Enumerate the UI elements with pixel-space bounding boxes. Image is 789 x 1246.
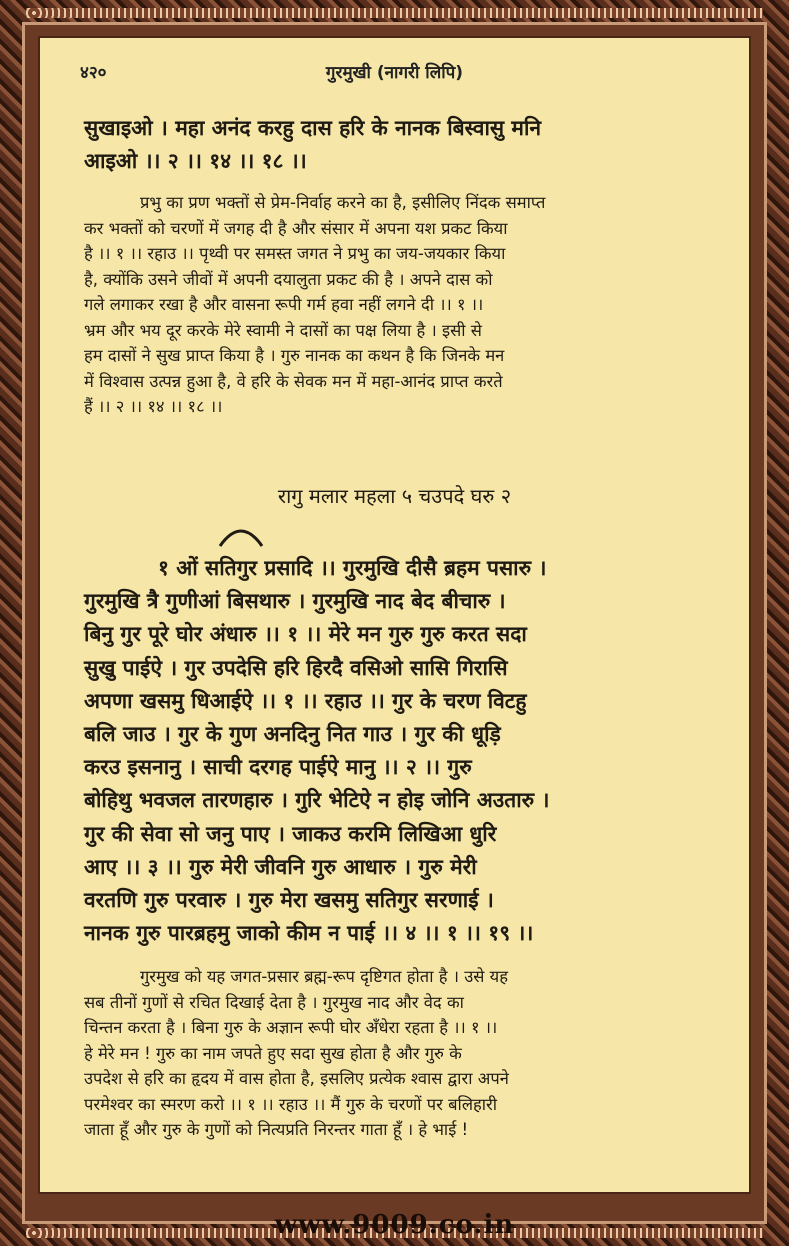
- translation-line: गले लगाकर रखा है और वासना रूपी गर्म हवा नहीं लगने दी ।। १ ।।: [84, 295, 484, 314]
- page-number: ४२०: [80, 63, 107, 83]
- translation-line: है, क्योंकि उसने जीवों में अपनी दयालुता प्रकट की है । अपने दास को: [84, 269, 493, 289]
- translation-line: हे मेरे मन ! गुरु का नाम जपते हुए सदा सुख होता है और गुरु के: [84, 1043, 462, 1063]
- verse-line: बलि जाउ । गुर के गुण अनदिनु नित गाउ । गुर की धूड़ि: [84, 722, 501, 747]
- translation-line: चिन्तन करता है । बिना गुरु के अज्ञान रूपी घोर अँधेरा रहता है ।। १ ।।: [84, 1018, 498, 1037]
- verse-line: गुर की सेवा सो जनु पाए । जाकउ करमि लिखिआ धुरि: [84, 821, 497, 846]
- verse-line: गुरमुखि त्रै गुणीआं बिसथारु । गुरमुखि नाद बेद बीचारु ।: [84, 589, 506, 614]
- translation-paragraph-1: [84, 190, 724, 420]
- verse-line: सुखाइओ । महा अनंद करहु दास हरि के नानक बिस्वासु मनि: [84, 116, 542, 140]
- translation-line: परमेश्वर का स्मरण करो ।। १ ।। रहाउ ।। मैं गुरु के चरणों पर बलिहारी: [84, 1094, 498, 1114]
- section-heading: रागु मलार महला ५ चउपदे घरु २: [277, 484, 512, 508]
- running-title: गुरमुखी (नागरी लिपि): [325, 63, 464, 83]
- translation-line: उपदेश से हरि का हृदय में वास होता है, इसलिए प्रत्येक श्वास द्वारा अपने: [84, 1069, 509, 1088]
- page-header: [40, 60, 749, 86]
- scripture-page: [38, 36, 751, 1194]
- website-watermark: www.9009.co.in: [274, 1210, 515, 1240]
- translation-line: है ।। १ ।। रहाउ ।। पृथ्वी पर समस्त जगत ने प्रभु का जय-जयकार किया: [84, 244, 506, 263]
- gurmukhi-verse-top: [84, 112, 724, 178]
- translation-line: भ्रम और भय दूर करके मेरे स्वामी ने दासों का पक्ष लिया है । इसी से: [84, 320, 482, 340]
- verse-line: सुखु पाईऐ । गुर उपदेसि हरि हिरदै वसिओ सासि गिरासि: [84, 655, 508, 680]
- verse-line: करउ इसनानु । साची दरगह पाईऐ मानु ।। २ ।। गुरु: [84, 755, 472, 780]
- translation-line: हम दासों ने सुख प्राप्त किया है । गुरु नानक का कथन है कि जिनके मन: [84, 346, 505, 365]
- translation-line: सब तीनों गुणों से रचित दिखाई देता है । गुरमुख नाद और वेद का: [84, 992, 464, 1012]
- translation-line: में विश्वास उत्पन्न हुआ है, वे हरि के सेवक मन में महा-आनंद प्राप्त करते: [84, 371, 503, 391]
- translation-line: हैं ।। २ ।। १४ ।। १८ ।।: [84, 397, 223, 416]
- gurmukhi-verse-main: [84, 552, 724, 950]
- translation-line: जाता हूँ और गुरु के गुणों को नित्यप्रति निरन्तर गाता हूँ । हे भाई !: [84, 1120, 469, 1139]
- top-ornament: [26, 8, 763, 18]
- verse-line: अपणा खसमु धिआईऐ ।। १ ।। रहाउ ।। गुर के चरण विटहु: [84, 688, 527, 713]
- translation-line: गुरमुख को यह जगत-प्रसार ब्रह्म-रूप दृष्टिगत होता है । उसे यह: [140, 967, 508, 986]
- translation-line: कर भक्तों को चरणों में जगह दी है और संसार में अपना यश प्रकट किया: [84, 218, 508, 238]
- verse-line: नानक गुरु पारब्रहमु जाको कीम न पाई ।। ४ ।। १ ।। १९ ।।: [84, 921, 534, 946]
- verse-line: बोहिथु भवजल तारणहारु । गुरि भेटिऐ न होइ जोनि अउतारु ।: [84, 788, 550, 813]
- verse-line: वरतणि गुरु परवारु । गुरु मेरा खसमु सतिगुर सरणाई ।: [84, 888, 494, 913]
- verse-line: आए ।। ३ ।। गुरु मेरी जीवनि गुरु आधारु । गुरु मेरी: [84, 854, 477, 879]
- translation-paragraph-2: [84, 964, 724, 1143]
- verse-line: १ ओं सतिगुर प्रसादि ।। गुरमुखि दीसै ब्रहम पसारु ।: [158, 556, 547, 580]
- verse-line: आइओ ।। २ ।। १४ ।। १८ ।।: [84, 149, 307, 173]
- ek-onkar-arc-icon: [218, 522, 264, 548]
- verse-line: बिनु गुर पूरे घोर अंधारु ।। १ ।। मेरे मन गुरु गुरु करत सदा: [84, 622, 527, 647]
- translation-line: प्रभु का प्रण भक्तों से प्रेम-निर्वाह करने का है, इसीलिए निंदक समाप्त: [140, 193, 546, 212]
